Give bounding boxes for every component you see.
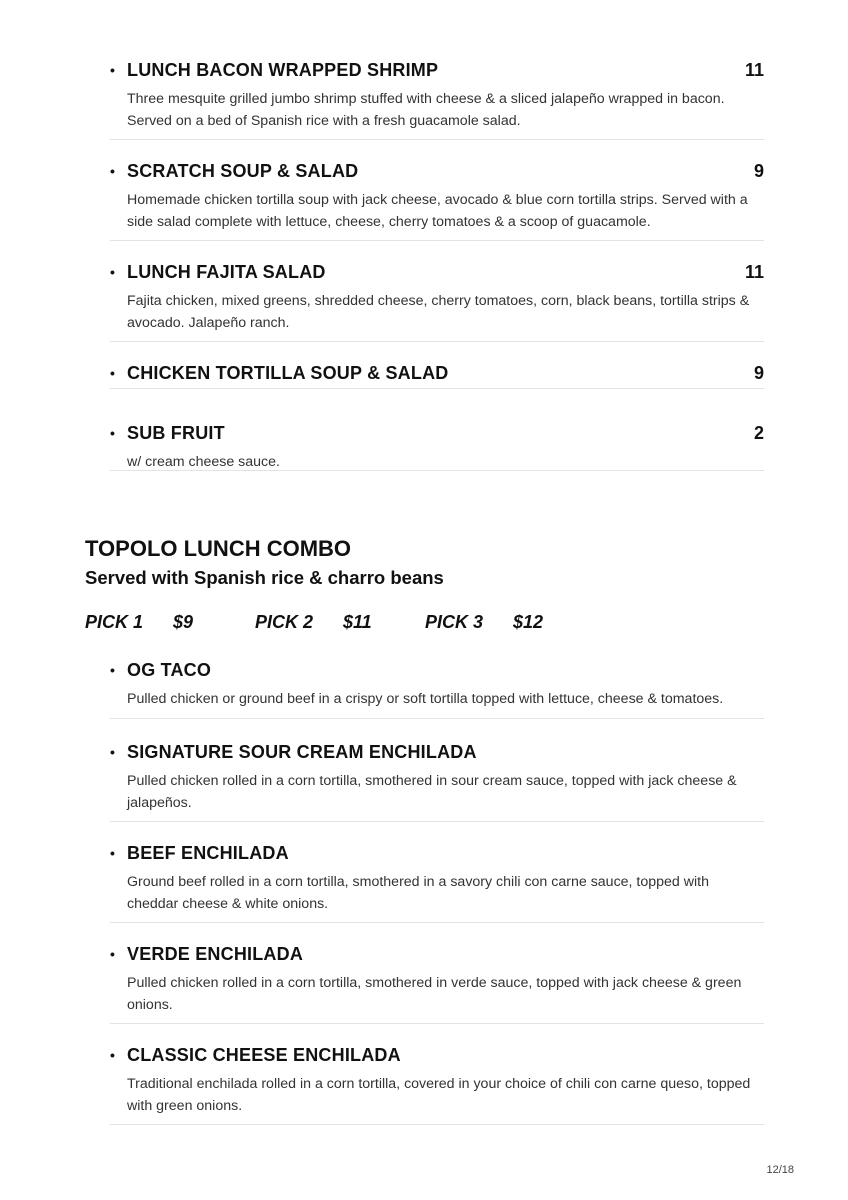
pick-price: $11	[343, 612, 372, 632]
item-description: Ground beef rolled in a corn tortilla, smothered in a savory chili con carne sauce, topped with cheddar cheese & white onions.	[127, 874, 709, 912]
item-name: LUNCH BACON WRAPPED SHRIMP	[127, 60, 439, 80]
item-name: BEEF ENCHILADA	[127, 843, 289, 863]
menu-item	[110, 260, 764, 342]
pick-label: PICK 2	[255, 612, 314, 632]
item-name: CHICKEN TORTILLA SOUP & SALAD	[127, 363, 449, 383]
pick-label: PICK 3	[425, 612, 484, 632]
item-name: SCRATCH SOUP & SALAD	[127, 161, 359, 181]
bullet: •	[110, 365, 115, 381]
menu-item	[110, 740, 764, 822]
item-price: 9	[753, 161, 764, 181]
item-name: SUB FRUIT	[127, 423, 225, 443]
item-description: Fajita chicken, mixed greens, shredded cheese, cherry tomatoes, corn, black beans, tortilla strips & avocado. Jalapeño ranch.	[127, 293, 750, 331]
item-description: Pulled chicken rolled in a corn tortilla, smothered in sour cream sauce, topped with jack cheese & jalapeños.	[127, 773, 737, 811]
item-price: 9	[753, 363, 764, 383]
combo-title: TOPOLO LUNCH COMBO	[85, 536, 352, 561]
page-number: 12/18	[766, 1164, 794, 1176]
bullet: •	[110, 264, 115, 280]
pick-label: PICK 1	[85, 612, 144, 632]
bullet: •	[110, 744, 115, 760]
menu-item	[110, 159, 764, 241]
menu-item	[110, 942, 764, 1024]
item-name: SIGNATURE SOUR CREAM ENCHILADA	[127, 742, 477, 762]
menu-item	[110, 421, 764, 471]
combo-items-list	[110, 658, 764, 1144]
bullet: •	[110, 425, 115, 441]
menu-item	[110, 1043, 764, 1125]
item-name: VERDE ENCHILADA	[127, 944, 304, 964]
item-description: w/ cream cheese sauce.	[127, 454, 280, 470]
item-price: 11	[744, 262, 764, 282]
item-price: 2	[753, 423, 764, 443]
bullet: •	[110, 946, 115, 962]
item-description: Pulled chicken rolled in a corn tortilla, smothered in verde sauce, topped with jack cheese & green onions.	[127, 975, 742, 1013]
item-name: OG TACO	[127, 660, 212, 680]
item-description: Traditional enchilada rolled in a corn tortilla, covered in your choice of chili con carne queso, topped with green onions.	[127, 1076, 751, 1114]
pick-price: $12	[513, 612, 544, 632]
menu-item	[110, 658, 764, 719]
menu-item	[110, 361, 764, 389]
item-name: CLASSIC CHEESE ENCHILADA	[127, 1045, 401, 1065]
item-description: Homemade chicken tortilla soup with jack cheese, avocado & blue corn tortilla strips. Served with a side salad complete with lettuce, cheese, cherry tomatoes & a scoop of guacamole.	[127, 192, 748, 230]
item-name: LUNCH FAJITA SALAD	[127, 262, 326, 282]
item-description: Three mesquite grilled jumbo shrimp stuffed with cheese & a sliced jalapeño wrapped in bacon. Served on a bed of Spanish rice with a fresh guacamole salad.	[127, 91, 725, 129]
item-description: Pulled chicken or ground beef in a crispy or soft tortilla topped with lettuce, cheese & tomatoes.	[127, 691, 724, 707]
bullet: •	[110, 62, 115, 78]
item-price: 11	[744, 60, 764, 80]
bullet: •	[110, 1047, 115, 1063]
lunch-items-list	[110, 58, 764, 481]
menu-item	[110, 58, 764, 140]
pick-price: $9	[173, 612, 194, 632]
bullet: •	[110, 845, 115, 861]
menu-item	[110, 841, 764, 923]
bullet: •	[110, 163, 115, 179]
bullet: •	[110, 662, 115, 678]
combo-subtitle: Served with Spanish rice & charro beans	[85, 567, 444, 588]
